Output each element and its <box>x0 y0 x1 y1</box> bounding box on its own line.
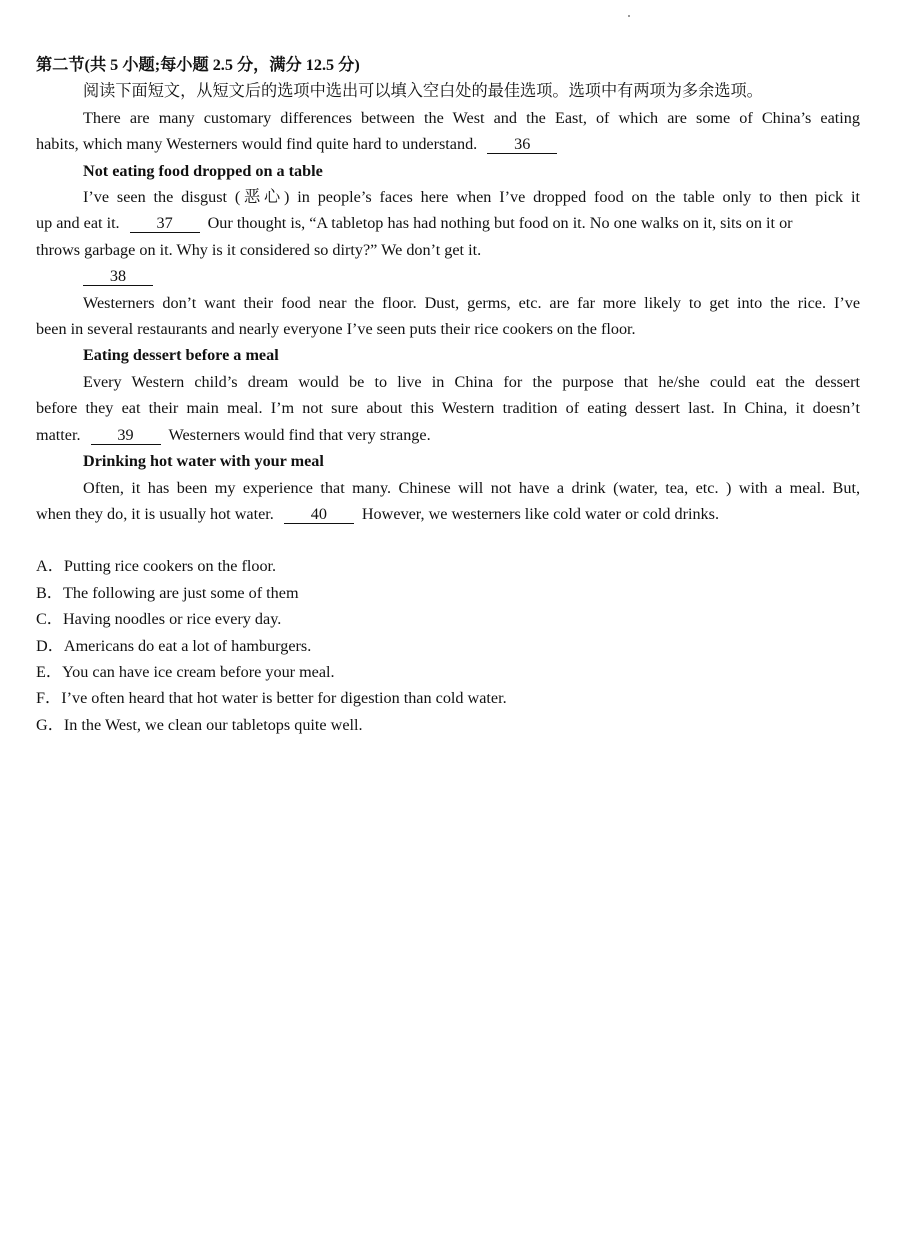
para1-line-3: throws garbage on it. Why is it considered so dirty?” We don’t get it. <box>36 240 482 259</box>
options-list <box>36 553 860 738</box>
option-b[interactable] <box>36 580 860 606</box>
para3-text-a: matter. <box>36 425 81 444</box>
para4-text-a: when they do, it is usually hot water. <box>36 504 274 523</box>
para1-text-b: Our thought is, “A tabletop has had nothing but food on it. No one walks on it, sits on it or <box>207 214 793 233</box>
blank-40[interactable]: 40 <box>284 505 354 524</box>
para4-line-2 <box>36 501 860 527</box>
blank-37[interactable]: 37 <box>130 214 200 233</box>
blank-36[interactable]: 36 <box>487 135 557 154</box>
option-text: I’ve often heard that hot water is better for digestion than cold water. <box>61 689 507 708</box>
para1-text-a: up and eat it. <box>36 214 120 233</box>
option-text: You can have ice cream before your meal. <box>62 662 335 681</box>
para-blank-38-line <box>36 263 860 289</box>
para4-text-b: However, we westerners like cold water or cold drinks. <box>361 504 719 523</box>
passage-intro-line-1: There are many customary differences between the West and the East, of which are some of China’s eating <box>83 108 860 127</box>
subheading-hot-water: Drinking hot water with your meal <box>83 452 324 471</box>
option-letter: D． <box>36 636 64 655</box>
subheading-dropped-food: Not eating food dropped on a table <box>83 161 323 180</box>
option-letter: E． <box>36 662 63 681</box>
option-letter: C． <box>36 610 63 629</box>
para3-line-3 <box>36 422 860 448</box>
para2-line-2: been in several restaurants and nearly everyone I’ve seen puts their rice cookers on the floor. <box>36 320 636 339</box>
option-text: Putting rice cookers on the floor. <box>63 557 277 576</box>
exam-page <box>36 52 860 738</box>
spacer <box>36 527 860 553</box>
scan-speck <box>628 15 630 17</box>
option-letter: F． <box>36 689 62 708</box>
blank-39[interactable]: 39 <box>91 426 161 445</box>
para1-line-1: I’ve seen the disgust (恶心) in people’s faces here when I’ve dropped food on the table only to then pick it <box>83 188 860 207</box>
option-c[interactable] <box>36 606 860 632</box>
option-text: The following are just some of them <box>62 583 299 602</box>
para3-line-1: Every Western child’s dream would be to live in China for the purpose that he/she could eat the dessert <box>83 372 860 391</box>
intro-text: habits, which many Westerners would find quite hard to understand. <box>36 135 478 154</box>
para2-line-1: Westerners don’t want their food near the floor. Dust, germs, etc. are far more likely to get into the rice. I’ve <box>83 293 860 312</box>
option-text: Having noodles or rice every day. <box>62 610 282 629</box>
option-letter: A． <box>36 557 64 576</box>
blank-38[interactable]: 38 <box>83 267 153 286</box>
section-instruction: 阅读下面短文，从短文后的选项中选出可以填入空白处的最佳选项。选项中有两项为多余选项。 <box>83 82 763 101</box>
option-letter: B． <box>36 583 63 602</box>
option-f[interactable] <box>36 685 860 711</box>
option-e[interactable] <box>36 659 860 685</box>
option-a[interactable] <box>36 553 860 579</box>
para1-line-2 <box>36 210 860 236</box>
para3-text-b: Westerners would find that very strange. <box>168 425 431 444</box>
para4-line-1: Often, it has been my experience that many. Chinese will not have a drink (water, tea, etc. ) with a meal. But, <box>83 478 860 497</box>
option-text: In the West, we clean our tabletops quite well. <box>63 715 363 734</box>
option-letter: G． <box>36 715 64 734</box>
subheading-dessert: Eating dessert before a meal <box>83 346 279 365</box>
section-title: 第二节(共 5 小题;每小题 2.5 分，满分 12.5 分) <box>36 56 360 74</box>
option-g[interactable] <box>36 712 860 738</box>
option-d[interactable] <box>36 633 860 659</box>
para3-line-2: before they eat their main meal. I’m not sure about this Western tradition of eating dessert last. In China, it doesn’t <box>36 399 860 418</box>
option-text: Americans do eat a lot of hamburgers. <box>63 636 312 655</box>
passage-intro-line-2 <box>36 131 860 157</box>
